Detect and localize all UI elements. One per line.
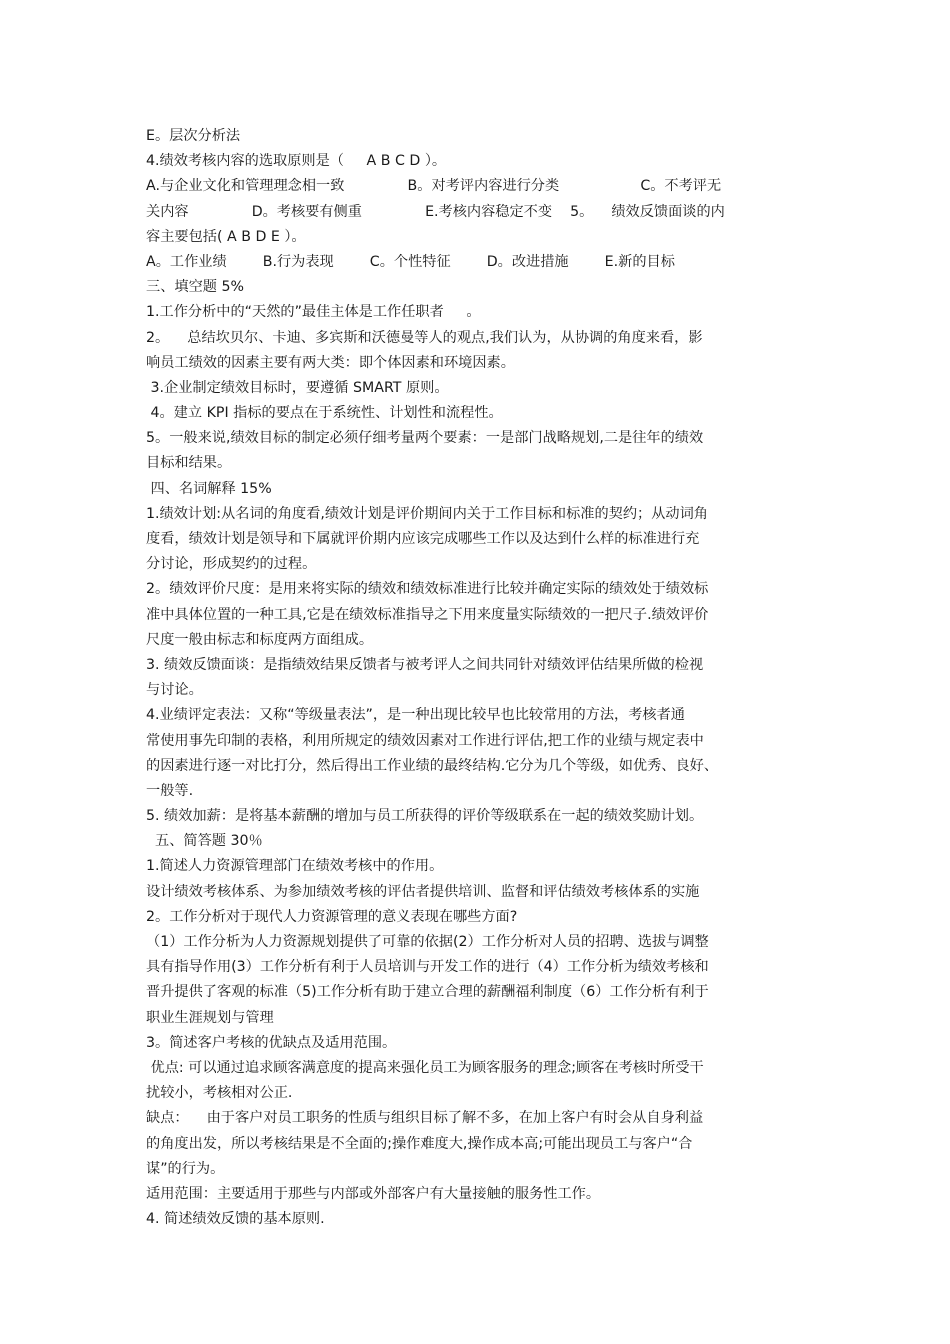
text-line: 设计绩效考核体系、为参加绩效考核的评估者提供培训、监督和评估绩效考核体系的实施 (146, 883, 700, 900)
text-line: 3.企业制定绩效目标时，要遵循 SMART 原则。 (146, 379, 449, 396)
text-line: E。层次分析法 (146, 128, 241, 144)
text-line: （1）工作分析为人力资源规划提供了可靠的依据(2）工作分析对人员的招聘、选拔与调整 (146, 934, 709, 950)
text-line: 分讨论，形成契约的过程。 (146, 556, 317, 573)
text-line: 的因素进行逐一对比打分，然后得出工作业绩的最终结构.它分为几个等级，如优秀、良好、 (146, 757, 719, 774)
text-line: 职业生涯规划与管理 (146, 1009, 274, 1026)
text-line: 具有指导作用(3）工作分析有利于人员培训与开发工作的进行（4）工作分析为绩效考核和 (146, 959, 709, 976)
text-line: 度看，绩效计划是领导和下属就评价期内应该完成哪些工作以及达到什么样的标准进行充 (146, 531, 700, 547)
text-line: 4.业绩评定表法：又称“等级量表法”，是一种出现比较早也比较常用的方法，考核者通 (146, 707, 685, 724)
text-line: 准中具体位置的一种工具,它是在绩效标准指导之下用来度量实际绩效的一把尺子.绩效评价 (146, 606, 709, 623)
text-line: 优点: 可以通过追求顾客满意度的提高来强化员工为顾客服务的理念;顾客在考核时所受干 (146, 1059, 704, 1076)
text-line: 5. 绩效加薪：是将基本薪酬的增加与员工所获得的评价等级联系在一起的绩效奖励计划。 (146, 808, 704, 825)
text-line: 适用范围：主要适用于那些与内部或外部客户有大量接触的服务性工作。 (146, 1185, 601, 1202)
text-line: 1.绩效计划:从名词的角度看,绩效计划是评价期间内关于工作目标和标准的契约；从动词角 (146, 505, 708, 522)
text-line: 一般等. (146, 782, 194, 799)
text-line: 目标和结果。 (146, 455, 232, 472)
text-line: 扰较小，考核相对公正. (146, 1085, 293, 1102)
text-line: 5。一般来说,绩效目标的制定必须仔细考量两个要素：一是部门战略规划,二是往年的绩效 (146, 430, 704, 447)
text-line: 2。 总结坎贝尔、卡迪、多宾斯和沃德曼等人的观点,我们认为，从协调的角度来看，影 (146, 329, 703, 346)
text-line: 1.简述人力资源管理部门在绩效考核中的作用。 (146, 858, 444, 875)
text-line: 4。建立 KPI 指标的要点在于系统性、计划性和流程性。 (146, 405, 503, 422)
text-line: 常使用事先印制的表格，利用所规定的绩效因素对工作进行评估,把工作的业绩与规定表中 (146, 732, 704, 749)
text-line: 关内容 D。考核要有侧重 E.考核内容稳定不变 5。 绩效反馈面谈的内 (146, 203, 725, 220)
text-line: 3。简述客户考核的优缺点及适用范围。 (146, 1034, 397, 1051)
text-line: 尺度一般由标志和标度两方面组成。 (146, 631, 374, 648)
text-line: A。工作业绩 B.行为表现 C。个性特征 D。改进措施 E.新的目标 (146, 253, 675, 270)
text-line: 2。工作分析对于现代人力资源管理的意义表现在哪些方面? (146, 908, 518, 925)
text-line: 晋升提供了客观的标准（5)工作分析有助于建立合理的薪酬福利制度（6）工作分析有利于 (146, 984, 709, 1001)
text-line: 2。绩效评价尺度：是用来将实际的绩效和绩效标准进行比较并确定实际的绩效处于绩效标 (146, 581, 709, 598)
text-line: 1.工作分析中的“天然的”最佳主体是工作任职者 。 (146, 304, 481, 321)
text-line: 4.绩效考核内容的选取原则是（ A B C D ）。 (146, 153, 447, 170)
text-line: 谋”的行为。 (146, 1160, 225, 1177)
text-line: 与讨论。 (146, 682, 203, 699)
text-line: 缺点： 由于客户对员工职务的性质与组织目标了解不多，在加上客户有时会从自身利益 (146, 1110, 704, 1127)
document-body (146, 124, 810, 1232)
text-line: 4. 简述绩效反馈的基本原则. (146, 1211, 325, 1228)
text-line: 3. 绩效反馈面谈：是指绩效结果反馈者与被考评人之间共同针对绩效评估结果所做的检视 (146, 656, 704, 673)
text-line: 的角度出发，所以考核结果是不全面的;操作难度大,操作成本高;可能出现员工与客户“合 (146, 1135, 693, 1152)
text-line: 容主要包括( A B D E ）。 (146, 228, 306, 245)
section-heading: 五、简答题 30％ (146, 833, 263, 850)
text-line: A.与企业文化和管理理念相一致 B。对考评内容进行分类 C。不考评无 (146, 178, 722, 195)
text-line: 响员工绩效的因素主要有两大类：即个体因素和环境因素。 (146, 354, 515, 371)
section-heading: 四、名词解释 15% (146, 480, 272, 497)
section-heading: 三、填空题 5% (146, 279, 244, 296)
